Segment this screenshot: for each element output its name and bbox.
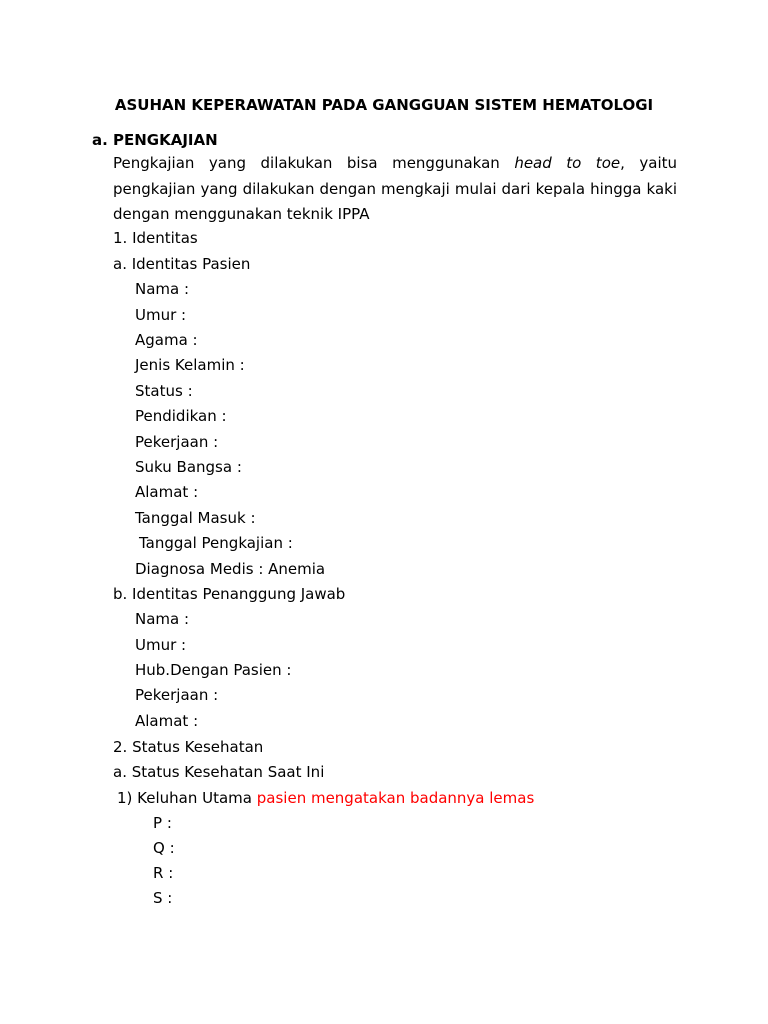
pasien-field-tanggal-masuk: Tanggal Masuk : [135,509,256,527]
pasien-field-diagnosa-medis: Diagnosa Medis : Anemia [135,560,326,578]
section-heading-text: PENGKAJIAN [113,131,218,149]
pasien-field-jenis-kelamin: Jenis Kelamin : [135,356,245,374]
penanggung-field-nama: Nama : [135,610,190,628]
intro-part2: , yaitu pengkajian yang dilakukan dengan mengkaji mulai dari kepala hingga kaki dengan menggunakan teknik IPPA [113,154,677,223]
status-kesehatan-heading: 2. Status Kesehatan [113,738,264,756]
pasien-field-tanggal-pengkajian: Tanggal Pengkajian : [139,534,293,552]
pasien-field-status: Status : [135,382,193,400]
pasien-field-suku-bangsa: Suku Bangsa : [135,458,242,476]
intro-italic: head to toe [514,154,621,172]
status-saat-ini-heading: a. Status Kesehatan Saat Ini [113,763,325,781]
pasien-field-nama: Nama : [135,280,190,298]
identitas-heading: 1. Identitas [113,229,198,247]
pasien-field-umur: Umur : [135,306,187,324]
section-marker: a. [92,131,108,149]
pqrs-p: P : [153,814,172,832]
keluhan-utama-value: pasien mengatakan badannya lemas [256,789,535,807]
keluhan-utama-line [117,788,534,808]
intro-part1: Pengkajian yang dilakukan bisa menggunakan [113,154,515,172]
keluhan-utama-label: 1) Keluhan Utama [117,789,257,807]
penanggung-field-umur: Umur : [135,636,187,654]
pasien-field-agama: Agama : [135,331,198,349]
pasien-field-pekerjaan: Pekerjaan : [135,433,219,451]
penanggung-field-alamat: Alamat : [135,712,199,730]
penanggung-field-pekerjaan: Pekerjaan : [135,686,219,704]
pqrs-r: R : [153,864,174,882]
pasien-heading: a. Identitas Pasien [113,255,251,273]
intro-paragraph [113,151,677,228]
section-heading [92,130,218,150]
document-title: ASUHAN KEPERAWATAN PADA GANGGUAN SISTEM HEMATOLOGI [114,96,654,114]
pasien-field-alamat: Alamat : [135,483,199,501]
pqrs-q: Q : [153,839,175,857]
penanggung-field-hubungan: Hub.Dengan Pasien : [135,661,292,679]
pqrs-s: S : [153,889,173,907]
penanggung-heading: b. Identitas Penanggung Jawab [113,585,346,603]
pasien-field-pendidikan: Pendidikan : [135,407,227,425]
